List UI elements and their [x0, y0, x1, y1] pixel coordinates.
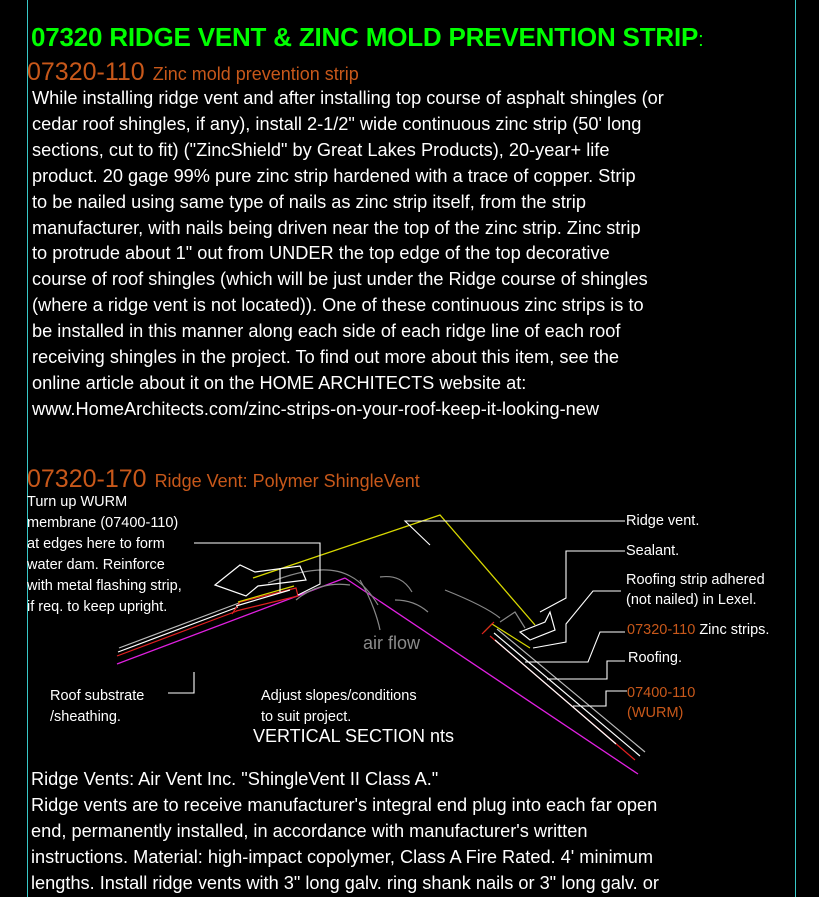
body-line: sections, cut to fit) ("ZincShield" by Great Lakes Products), 20-year+ life — [32, 139, 610, 160]
vent-body — [215, 565, 555, 640]
label-line: with metal flashing strip, — [27, 578, 182, 594]
label-ridge-vent: Ridge vent. — [626, 513, 700, 529]
body-line: manufacturer, with nails being driven near the top of the zinc strip. Zinc strip — [32, 217, 641, 238]
label-zinc-strips — [627, 620, 769, 641]
ridge-vent-cap — [253, 515, 535, 625]
body-line: instructions. Material: high-impact copolymer, Class A Fire Rated. 4' minimum — [31, 847, 654, 867]
label-roofing-strip — [626, 570, 765, 610]
body-line: product. 20 gage 99% pure zinc strip hardened with a trace of copper. Strip — [32, 165, 636, 186]
body-line: be installed in this manner along each side of each ridge line of each roof — [32, 321, 621, 342]
zinc-code: 07320-110 — [627, 622, 696, 638]
body-line: course of roof shingles (which will be just under the Ridge course of shingles — [32, 269, 648, 290]
label-line: Roofing strip adhered — [626, 572, 765, 588]
wurm-code: 07400-110 — [627, 685, 696, 701]
page-title-text: 07320 RIDGE VENT & ZINC MOLD PREVENTION STRIP — [31, 22, 699, 52]
section-1-number: 07320-110 — [27, 58, 145, 86]
label-line: Roof substrate — [50, 688, 145, 704]
label-line: Adjust slopes/conditions — [261, 688, 417, 704]
label-line: water dam. Reinforce — [27, 557, 165, 573]
zinc-text: Zinc strips. — [699, 622, 770, 638]
section-3-body — [31, 766, 659, 896]
body-line: to protrude about 1" out from UNDER the top edge of the top decorative — [32, 243, 610, 264]
section-2-title: Ridge Vent: Polymer ShingleVent — [154, 471, 420, 491]
label-air-flow: air flow — [363, 633, 421, 653]
section-1-title: Zinc mold prevention strip — [152, 64, 359, 84]
body-line: While installing ridge vent and after installing top course of asphalt shingles (or — [32, 88, 664, 108]
label-roofing: Roofing. — [628, 650, 683, 666]
label-roof-substrate — [50, 686, 144, 728]
section-caption: VERTICAL SECTION nts — [253, 726, 455, 746]
label-line: (not nailed) in Lexel. — [626, 592, 757, 608]
label-line: Turn up WURM — [27, 494, 128, 510]
label-wurm — [627, 683, 695, 723]
label-line: at edges here to form — [27, 536, 165, 552]
body-line: www.HomeArchitects.com/zinc-strips-on-your-roof-keep-it-looking-new — [32, 398, 600, 419]
label-line: /sheathing. — [50, 709, 121, 725]
body-line: end, permanently installed, in accordance with manufacturer's written — [31, 821, 588, 841]
label-adjust-slopes — [261, 686, 417, 728]
section-2-number: 07320-170 — [27, 465, 147, 493]
label-line: if req. to keep upright. — [27, 599, 168, 615]
page-title-colon: : — [698, 29, 704, 51]
body-line: Ridge vents are to receive manufacturer's integral end plug into each far open — [31, 795, 658, 815]
body-line: receiving shingles in the project. To find out more about this item, see the — [32, 347, 620, 368]
body-line: (where a ridge vent is not located)). One of these continuous zinc strips is to — [32, 295, 644, 316]
label-turn-up-wurm — [27, 492, 182, 618]
label-sealant: Sealant. — [626, 543, 680, 559]
label-line: to suit project. — [261, 709, 352, 725]
body-line: lengths. Install ridge vents with 3" long galv. ring shank nails or 3" long galv. or — [31, 873, 659, 893]
wurm-text: (WURM) — [627, 705, 684, 721]
body-line: to be nailed using same type of nails as zinc strip itself, from the strip — [32, 191, 586, 212]
body-line: Ridge Vents: Air Vent Inc. "ShingleVent II Class A." — [31, 769, 439, 789]
body-line: cedar roof shingles, if any), install 2-1/2" wide continuous zinc strip (50' long — [32, 113, 642, 134]
body-line: online article about it on the HOME ARCHITECTS website at: — [32, 372, 527, 393]
label-line: membrane (07400-110) — [27, 515, 179, 531]
